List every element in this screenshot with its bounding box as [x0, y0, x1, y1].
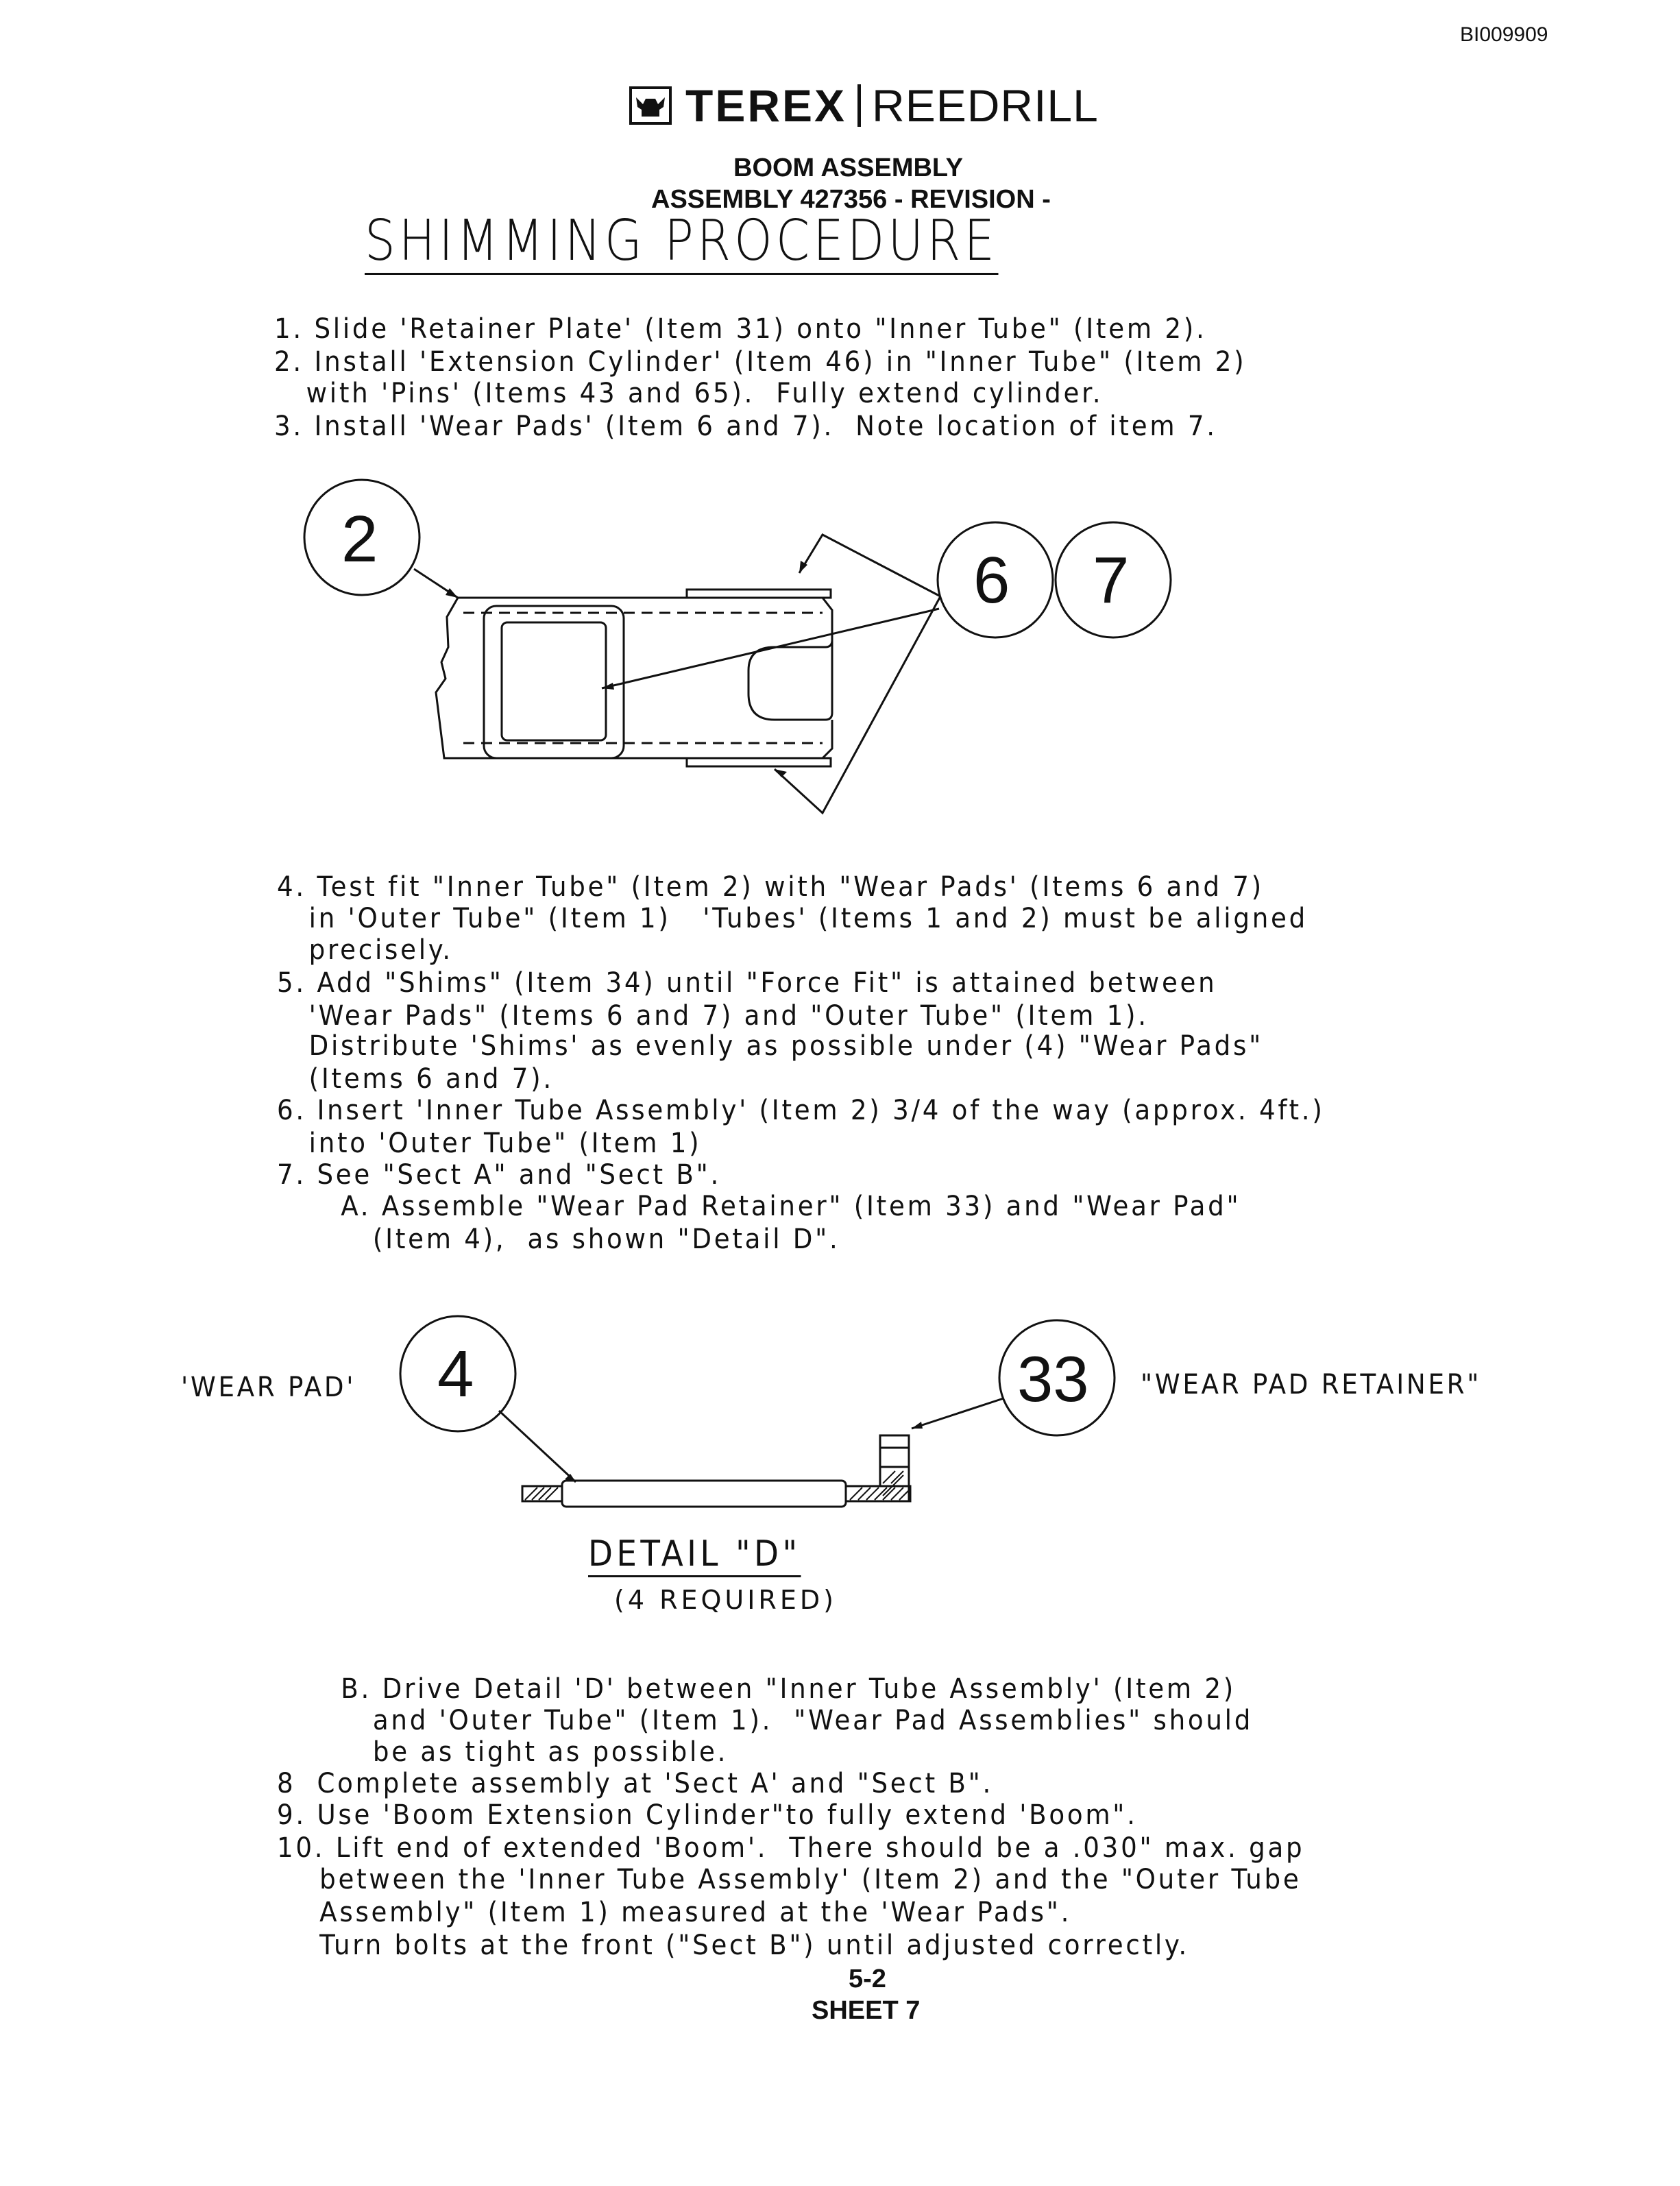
page-number: 5-2 [849, 1965, 886, 1993]
step-line: 4. Test fit "Inner Tube" (Item 2) with "Wear Pads' (Items 6 and 7) [277, 871, 1264, 903]
step-line: Distribute 'Shims' as evenly as possible under (4) "Wear Pads" [277, 1030, 1263, 1062]
step-line: in 'Outer Tube" (Item 1) 'Tubes' (Items 1 and 2) must be aligned [277, 903, 1308, 934]
step-line: B. Drive Detail 'D' between "Inner Tube Assembly' (Item 2) [277, 1673, 1236, 1705]
bubble-label: 7 [1093, 544, 1130, 617]
step-line: be as tight as possible. [277, 1736, 729, 1768]
document-title: BOOM ASSEMBLY [733, 154, 964, 182]
step-line: Assembly" (Item 1) measured at the 'Wear Pads". [277, 1897, 1072, 1928]
wear-pad-retainer-label: "WEAR PAD RETAINER" [1141, 1369, 1482, 1400]
brand-name: TEREX [685, 80, 847, 131]
terex-bull-icon [629, 86, 672, 125]
terex-reedrill-logo [629, 77, 1099, 134]
bubble-label: 6 [973, 544, 1010, 617]
wear-pad-label: 'WEAR PAD' [181, 1372, 356, 1403]
step-line: 5. Add "Shims" (Item 34) until "Force Fit" is attained between [277, 967, 1217, 999]
step-line: (Items 6 and 7). [277, 1063, 554, 1095]
detail-d-quantity: (4 REQUIRED) [614, 1585, 837, 1615]
step-line: 3. Install 'Wear Pads' (Item 6 and 7). Note location of item 7. [274, 411, 1217, 442]
step-line: and 'Outer Tube" (Item 1). "Wear Pad Assemblies" should [277, 1705, 1254, 1736]
step-line: precisely. [277, 934, 453, 966]
step-line: into 'Outer Tube" (Item 1) [277, 1128, 702, 1159]
step-line: 7. See "Sect A" and "Sect B". [277, 1159, 722, 1191]
step-line: 'Wear Pads" (Items 6 and 7) and "Outer Tube" (Item 1). [277, 1000, 1149, 1032]
procedure-heading: SHIMMING PROCEDURE [365, 208, 999, 274]
bubble-label: 33 [1017, 1343, 1089, 1415]
step-line: 8 Complete assembly at 'Sect A' and "Sect B". [277, 1768, 994, 1799]
step-line: 9. Use 'Boom Extension Cylinder"to fully extend 'Boom". [277, 1799, 1138, 1831]
detail-d-title: DETAIL "D" [588, 1533, 801, 1577]
step-line: Turn bolts at the front ("Sect B") until adjusted correctly. [277, 1930, 1189, 1961]
step-line: (Item 4), as shown "Detail D". [277, 1224, 840, 1255]
step-line: between the 'Inner Tube Assembly' (Item 2) and the "Outer Tube [277, 1864, 1302, 1895]
step-line: 1. Slide 'Retainer Plate' (Item 31) onto "Inner Tube" (Item 2). [274, 313, 1207, 345]
sheet-number: SHEET 7 [812, 1996, 921, 2025]
assembly-revision: ASSEMBLY 427356 - REVISION - [651, 185, 1051, 214]
step-line: 10. Lift end of extended 'Boom'. There should be a .030" max. gap [277, 1832, 1305, 1864]
step-line: A. Assemble "Wear Pad Retainer" (Item 33) and "Wear Pad" [277, 1191, 1241, 1222]
step-line: 2. Install 'Extension Cylinder' (Item 46) in "Inner Tube" (Item 2) [274, 346, 1247, 378]
bubble-label: 4 [437, 1337, 474, 1411]
brand-subname: REEDRILL [872, 80, 1099, 131]
step-line: 6. Insert 'Inner Tube Assembly' (Item 2) 3/4 of the way (approx. 4ft.) [277, 1095, 1325, 1126]
bubble-label: 2 [341, 502, 378, 576]
logo-divider [857, 84, 861, 127]
document-id: BI009909 [1460, 23, 1548, 46]
step-line: with 'Pins' (Items 43 and 65). Fully extend cylinder. [274, 378, 1104, 409]
